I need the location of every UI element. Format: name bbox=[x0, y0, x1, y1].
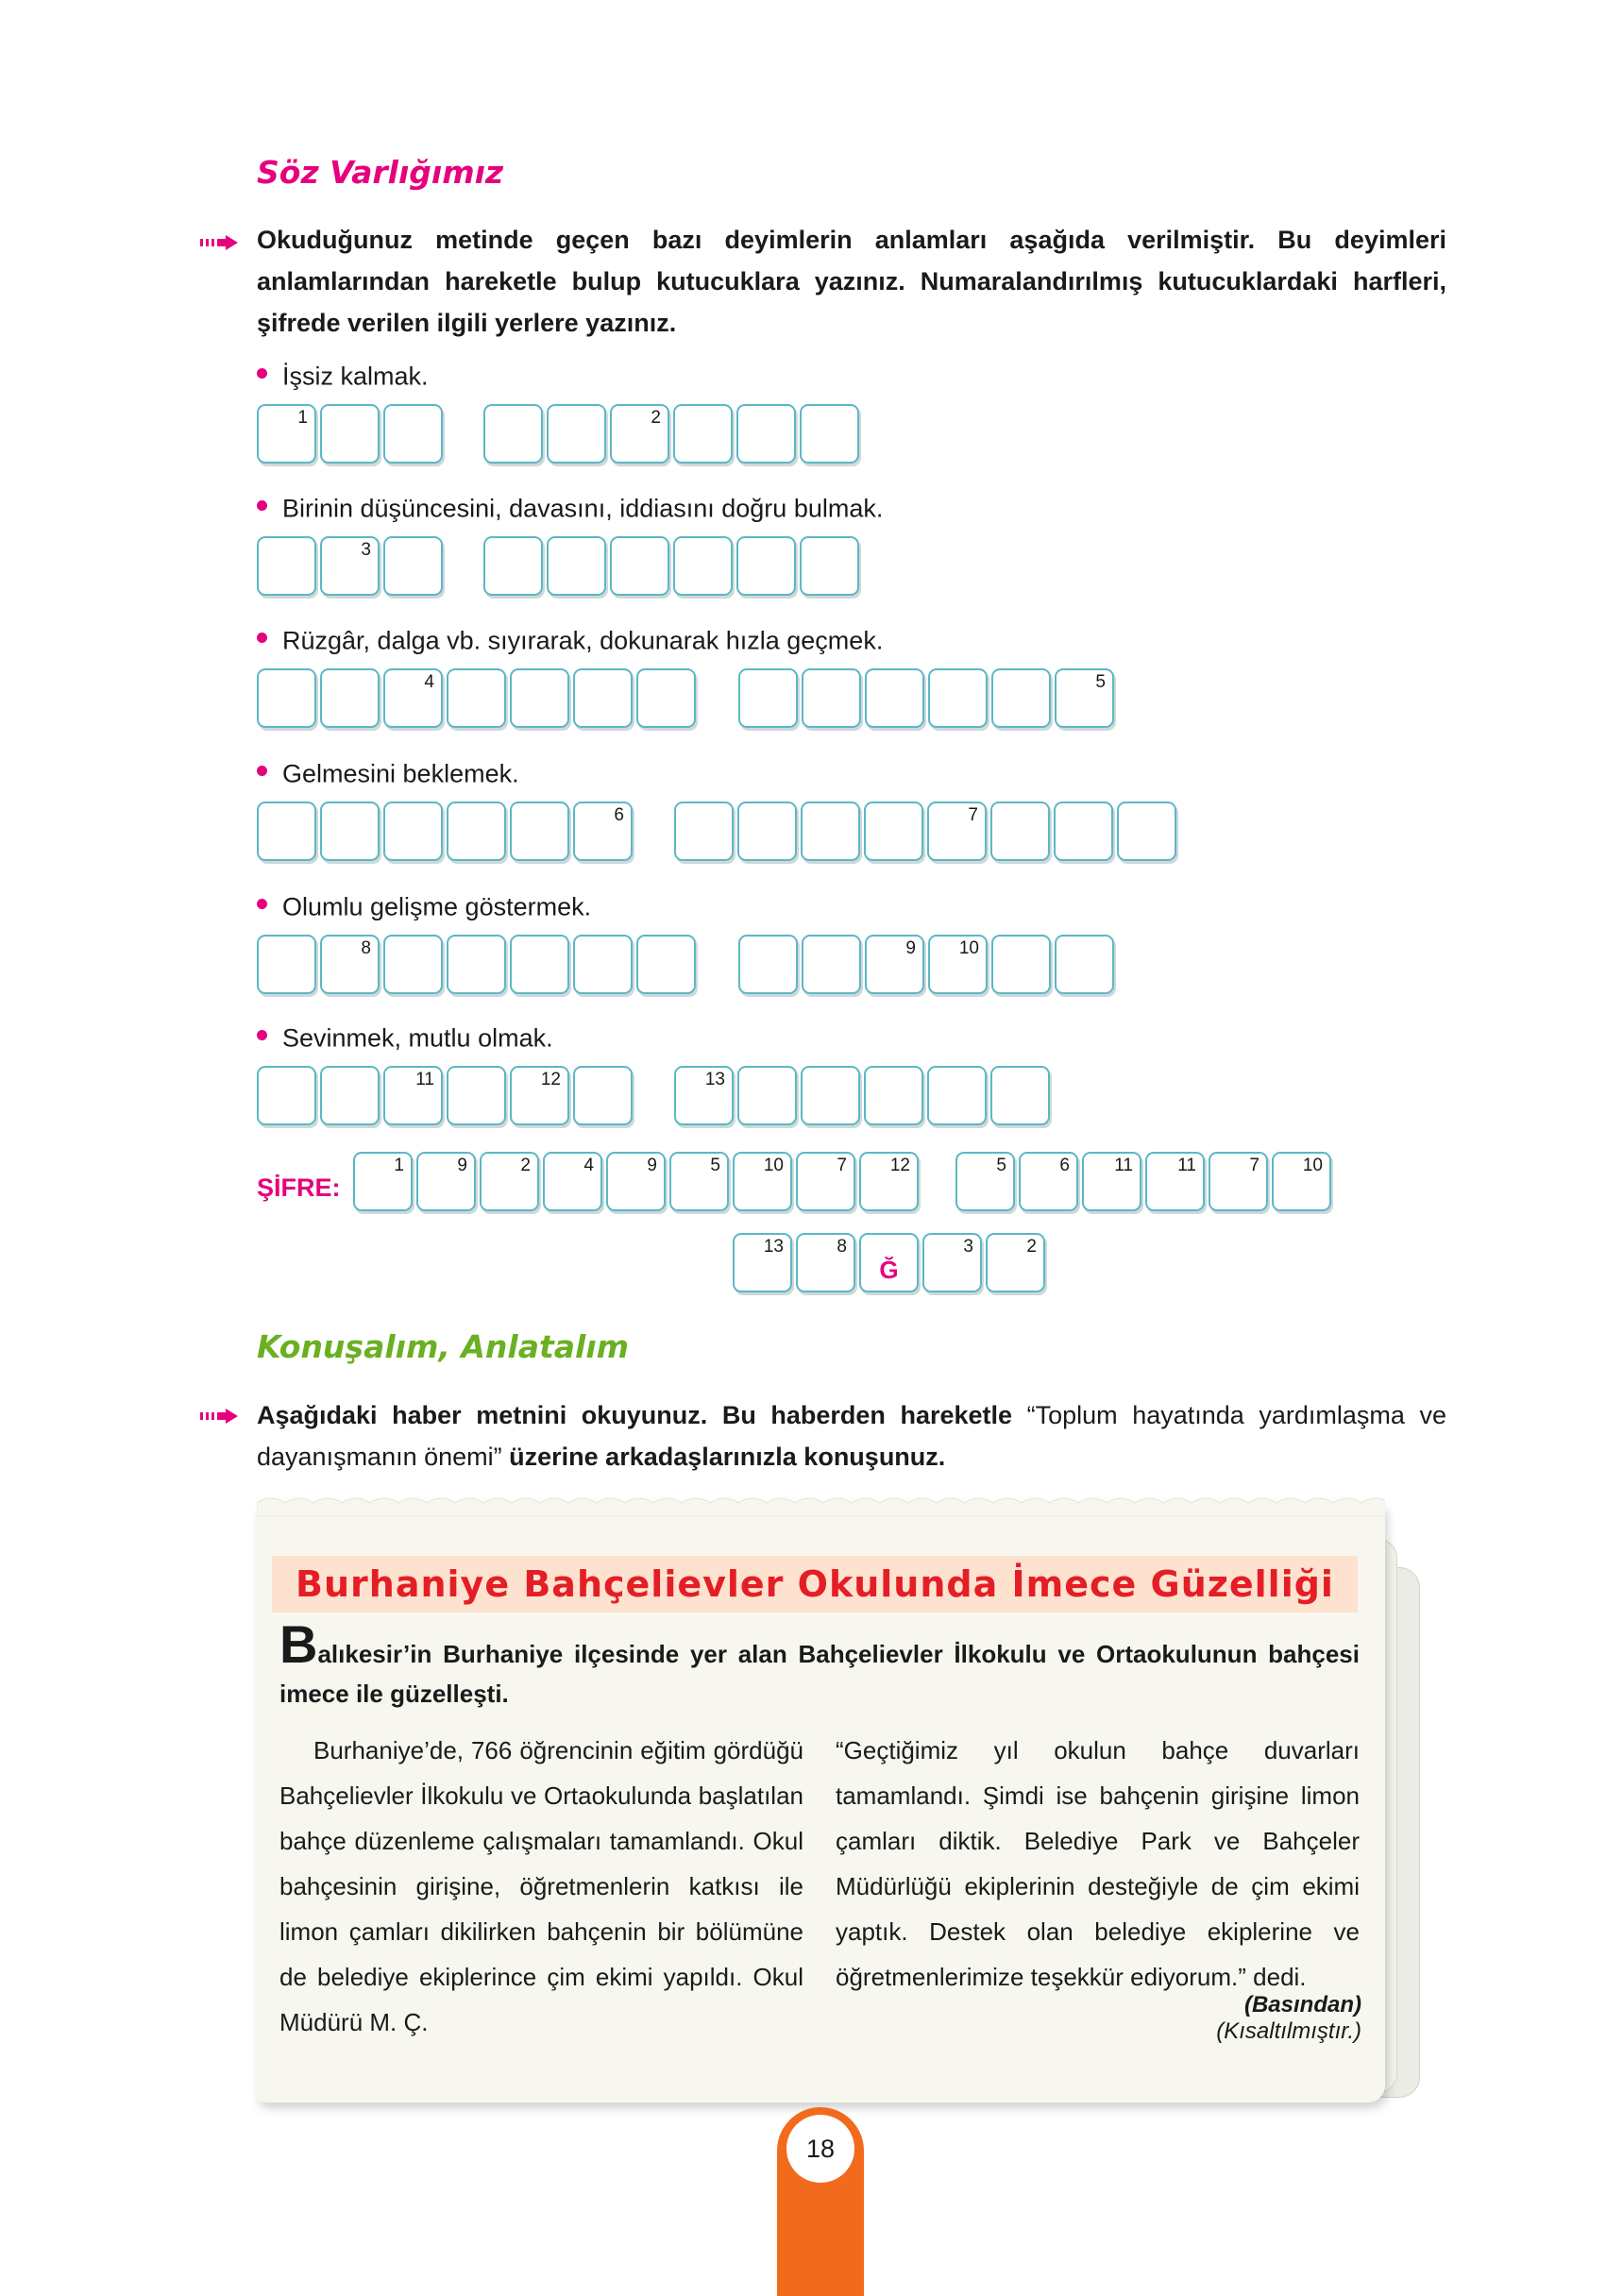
clue-2 bbox=[257, 493, 883, 523]
letter-box[interactable] bbox=[573, 1066, 633, 1125]
letter-box[interactable] bbox=[733, 1233, 792, 1292]
box-number: 10 bbox=[958, 938, 979, 958]
letter-box[interactable] bbox=[927, 802, 987, 861]
letter-box[interactable] bbox=[383, 802, 443, 861]
letter-box[interactable] bbox=[1019, 1152, 1078, 1211]
letter-box[interactable] bbox=[353, 1152, 413, 1211]
letter-box[interactable] bbox=[320, 404, 380, 464]
news-lead bbox=[279, 1614, 1360, 1714]
letter-box[interactable] bbox=[955, 1152, 1015, 1211]
paper-wavy-edge bbox=[257, 1488, 1385, 1516]
clue-text: Rüzgâr, dalga vb. sıyırarak, dokunarak hızla geçmek. bbox=[282, 626, 884, 655]
news-headline: Burhaniye Bahçelievler Okulunda İmece Güzelliği bbox=[272, 1556, 1358, 1612]
letter-box[interactable] bbox=[320, 935, 380, 994]
letter-box[interactable] bbox=[674, 1066, 734, 1125]
letter-box[interactable] bbox=[1055, 668, 1114, 728]
box-number: 2 bbox=[651, 408, 661, 428]
box-number: 8 bbox=[837, 1237, 847, 1257]
letter-box[interactable] bbox=[416, 1152, 476, 1211]
clue-5 bbox=[257, 891, 591, 921]
arrow-icon bbox=[200, 1409, 238, 1424]
letter-box[interactable] bbox=[738, 935, 798, 994]
letter-box[interactable] bbox=[383, 935, 443, 994]
page-number: 18 bbox=[786, 2115, 854, 2183]
box-number: 9 bbox=[457, 1156, 467, 1175]
box-number: 11 bbox=[415, 1070, 434, 1089]
letter-box[interactable] bbox=[510, 935, 569, 994]
answer-word bbox=[257, 668, 700, 728]
section-title-soz-varligimiz: Söz Varlığımız bbox=[257, 154, 504, 191]
box-number: 12 bbox=[540, 1070, 561, 1089]
news-column-1: Burhaniye’de, 766 öğrencinin eğitim gördüğü Bahçelievler İlkokulu ve Ortaokulunda başlatılan bahçe düzenleme çalışmaları tamamlandı. Okul bahçesinin girişine, öğretmenlerin katkısı ile limon çamları dikilirken bahçenin bir bölümüne de belediye ekiplerince çim ekimi yapıldı. Okul Müdürü M. Ç. bbox=[279, 1736, 803, 2036]
letter-box[interactable] bbox=[865, 668, 924, 728]
box-number: 9 bbox=[647, 1156, 657, 1175]
letter-box[interactable] bbox=[383, 536, 443, 596]
letter-box[interactable] bbox=[801, 802, 860, 861]
letter-box[interactable] bbox=[510, 668, 569, 728]
box-number: 12 bbox=[889, 1156, 910, 1175]
letter-box[interactable] bbox=[447, 668, 506, 728]
instruction-2-quote: “Toplum hayatında yardımlaşma ve dayanışmanın önemi” bbox=[257, 1401, 1446, 1471]
clue-3 bbox=[257, 625, 883, 655]
letter-box[interactable] bbox=[543, 1152, 602, 1211]
clue-1 bbox=[257, 361, 429, 391]
letter-box[interactable] bbox=[859, 1152, 919, 1211]
instruction-2-b: üzerine arkadaşlarınızla konuşunuz. bbox=[509, 1443, 946, 1471]
letter-box[interactable] bbox=[737, 802, 797, 861]
letter-box[interactable] bbox=[547, 404, 606, 464]
box-number: 4 bbox=[424, 672, 434, 692]
letter-box[interactable] bbox=[257, 802, 316, 861]
letter-box[interactable] bbox=[991, 668, 1051, 728]
clue-text: Birinin düşüncesini, davasını, iddiasını doğru bulmak. bbox=[282, 494, 884, 523]
box-number: 2 bbox=[1026, 1237, 1037, 1257]
box-number: 1 bbox=[297, 408, 308, 428]
box-number: 6 bbox=[1059, 1156, 1070, 1175]
letter-box[interactable] bbox=[636, 668, 696, 728]
letter-box[interactable] bbox=[610, 404, 669, 464]
letter-box[interactable] bbox=[320, 1066, 380, 1125]
letter-box[interactable] bbox=[383, 404, 443, 464]
clue-text: Olumlu gelişme göstermek. bbox=[282, 892, 592, 921]
news-source bbox=[1114, 1992, 1361, 2045]
letter-box[interactable] bbox=[928, 935, 988, 994]
letter-box[interactable] bbox=[796, 1152, 855, 1211]
sifre-word bbox=[733, 1233, 1049, 1292]
letter-box[interactable] bbox=[510, 802, 569, 861]
letter-box[interactable] bbox=[990, 802, 1050, 861]
letter-box[interactable] bbox=[257, 536, 316, 596]
clue-text: Gelmesini beklemek. bbox=[282, 759, 519, 788]
sifre-word bbox=[353, 1152, 922, 1211]
letter-box[interactable] bbox=[800, 536, 859, 596]
answer-word bbox=[674, 1066, 1054, 1125]
letter-box[interactable] bbox=[736, 536, 796, 596]
letter-box[interactable] bbox=[447, 935, 506, 994]
box-number: 7 bbox=[837, 1156, 847, 1175]
clue-text: Sevinmek, mutlu olmak. bbox=[282, 1023, 553, 1053]
box-number: 7 bbox=[1249, 1156, 1259, 1175]
box-number: 7 bbox=[968, 805, 978, 825]
box-number: 13 bbox=[704, 1070, 725, 1089]
letter-box[interactable] bbox=[800, 404, 859, 464]
letter-box[interactable] bbox=[738, 668, 798, 728]
letter-box[interactable] bbox=[928, 668, 988, 728]
bullet-icon bbox=[257, 368, 267, 379]
answer-word bbox=[257, 404, 447, 464]
letter-box[interactable] bbox=[801, 1066, 860, 1125]
box-number: 10 bbox=[1302, 1156, 1323, 1175]
letter-box[interactable] bbox=[737, 1066, 797, 1125]
clue-text: İşsiz kalmak. bbox=[282, 362, 429, 391]
bullet-icon bbox=[257, 500, 267, 511]
answer-word bbox=[257, 536, 447, 596]
box-number: 9 bbox=[905, 938, 916, 958]
sifre-label: ŞİFRE: bbox=[257, 1173, 341, 1202]
letter-box[interactable] bbox=[736, 404, 796, 464]
letter-box[interactable] bbox=[1082, 1152, 1141, 1211]
answer-word bbox=[738, 935, 1118, 994]
instruction-2-a: Aşağıdaki haber metnini okuyunuz. Bu haberden hareketle bbox=[257, 1401, 1013, 1429]
box-number: 5 bbox=[996, 1156, 1006, 1175]
box-number: 10 bbox=[763, 1156, 784, 1175]
bullet-icon bbox=[257, 1030, 267, 1040]
box-number: 4 bbox=[583, 1156, 594, 1175]
box-number: 2 bbox=[520, 1156, 531, 1175]
letter-box[interactable] bbox=[383, 1066, 443, 1125]
box-number: 11 bbox=[1114, 1156, 1133, 1175]
letter-box[interactable] bbox=[986, 1233, 1045, 1292]
box-number: 6 bbox=[614, 805, 624, 825]
news-source-label: (Basından) bbox=[1243, 1992, 1361, 2017]
letter-box[interactable] bbox=[483, 536, 543, 596]
box-letter: Ğ bbox=[879, 1256, 899, 1284]
answer-word bbox=[483, 404, 863, 464]
letter-box[interactable] bbox=[257, 935, 316, 994]
box-number: 5 bbox=[1095, 672, 1106, 692]
letter-box[interactable] bbox=[991, 935, 1051, 994]
letter-box[interactable] bbox=[990, 1066, 1050, 1125]
letter-box[interactable] bbox=[547, 536, 606, 596]
instruction-1: Okuduğunuz metinde geçen bazı deyimlerin anlamları aşağıda verilmiştir. Bu deyimleri anlamlarından hareketle bulup kutucuklara yazınız. Numaralandırılmış kutucuklardaki harfleri, şifrede verilen ilgili yerlere yazınız. bbox=[257, 226, 1446, 337]
letter-box[interactable] bbox=[383, 668, 443, 728]
clue-6 bbox=[257, 1022, 553, 1053]
letter-box[interactable] bbox=[674, 802, 734, 861]
box-number: 3 bbox=[963, 1237, 973, 1257]
arrow-icon bbox=[200, 235, 238, 250]
letter-box[interactable] bbox=[859, 1233, 919, 1292]
letter-box[interactable] bbox=[610, 536, 669, 596]
sifre-word bbox=[955, 1152, 1335, 1211]
letter-box[interactable] bbox=[864, 802, 923, 861]
letter-box[interactable] bbox=[1117, 802, 1176, 861]
letter-box[interactable] bbox=[510, 1066, 569, 1125]
letter-box[interactable] bbox=[1209, 1152, 1268, 1211]
answer-word bbox=[738, 668, 1118, 728]
letter-box[interactable] bbox=[1145, 1152, 1205, 1211]
letter-box[interactable] bbox=[257, 1066, 316, 1125]
box-number: 8 bbox=[361, 938, 371, 958]
letter-box[interactable] bbox=[573, 668, 633, 728]
news-lead-dropcap: B bbox=[279, 1614, 318, 1674]
letter-box[interactable] bbox=[1272, 1152, 1331, 1211]
letter-box[interactable] bbox=[447, 1066, 506, 1125]
news-lead-text: alıkesir’in Burhaniye ilçesinde yer alan Bahçelievler İlkokulu ve Ortaokulunun bahçesi imece ile güzelleşti. bbox=[279, 1640, 1360, 1708]
box-number: 1 bbox=[394, 1156, 404, 1175]
answer-word bbox=[257, 935, 700, 994]
box-number: 13 bbox=[763, 1237, 784, 1257]
box-number: 11 bbox=[1177, 1156, 1196, 1175]
section-title-konusalim: Konuşalım, Anlatalım bbox=[257, 1328, 630, 1365]
clue-4 bbox=[257, 758, 519, 788]
answer-word bbox=[257, 1066, 636, 1125]
letter-box[interactable] bbox=[733, 1152, 792, 1211]
letter-box[interactable] bbox=[802, 668, 861, 728]
box-number: 5 bbox=[710, 1156, 720, 1175]
letter-box[interactable] bbox=[573, 802, 633, 861]
letter-box[interactable] bbox=[257, 668, 316, 728]
box-number: 3 bbox=[361, 540, 371, 560]
letter-box[interactable] bbox=[320, 536, 380, 596]
letter-box[interactable] bbox=[257, 404, 316, 464]
letter-box[interactable] bbox=[606, 1152, 666, 1211]
news-column-2: “Geçtiğimiz yıl okulun bahçe duvarları tamamlandı. Şimdi ise bahçenin girişine limon çamları diktik. Belediye Park ve Bahçeler Müdürlüğü ekiplerinin desteğiyle de çim ekimi yaptık. Destek olan belediye ekiplerine ve öğretmenlerimize teşekkür ediyorum.” dedi. bbox=[836, 1736, 1360, 1991]
letter-box[interactable] bbox=[1054, 802, 1113, 861]
letter-box[interactable] bbox=[1055, 935, 1114, 994]
answer-word bbox=[257, 802, 636, 861]
bullet-icon bbox=[257, 633, 267, 643]
letter-box[interactable] bbox=[636, 935, 696, 994]
letter-box[interactable] bbox=[480, 1152, 539, 1211]
letter-box[interactable] bbox=[483, 404, 543, 464]
instruction-2 bbox=[257, 1394, 1446, 1477]
letter-box[interactable] bbox=[802, 935, 861, 994]
bullet-icon bbox=[257, 899, 267, 909]
letter-box[interactable] bbox=[673, 404, 733, 464]
letter-box[interactable] bbox=[669, 1152, 729, 1211]
news-note: (Kısaltılmıştır.) bbox=[1216, 2018, 1361, 2044]
letter-box[interactable] bbox=[922, 1233, 982, 1292]
answer-word bbox=[483, 536, 863, 596]
letter-box[interactable] bbox=[864, 1066, 923, 1125]
letter-box[interactable] bbox=[447, 802, 506, 861]
answer-word bbox=[674, 802, 1180, 861]
letter-box[interactable] bbox=[320, 802, 380, 861]
letter-box[interactable] bbox=[673, 536, 733, 596]
letter-box[interactable] bbox=[927, 1066, 987, 1125]
letter-box[interactable] bbox=[796, 1233, 855, 1292]
bullet-icon bbox=[257, 766, 267, 776]
letter-box[interactable] bbox=[573, 935, 633, 994]
letter-box[interactable] bbox=[320, 668, 380, 728]
letter-box[interactable] bbox=[865, 935, 924, 994]
